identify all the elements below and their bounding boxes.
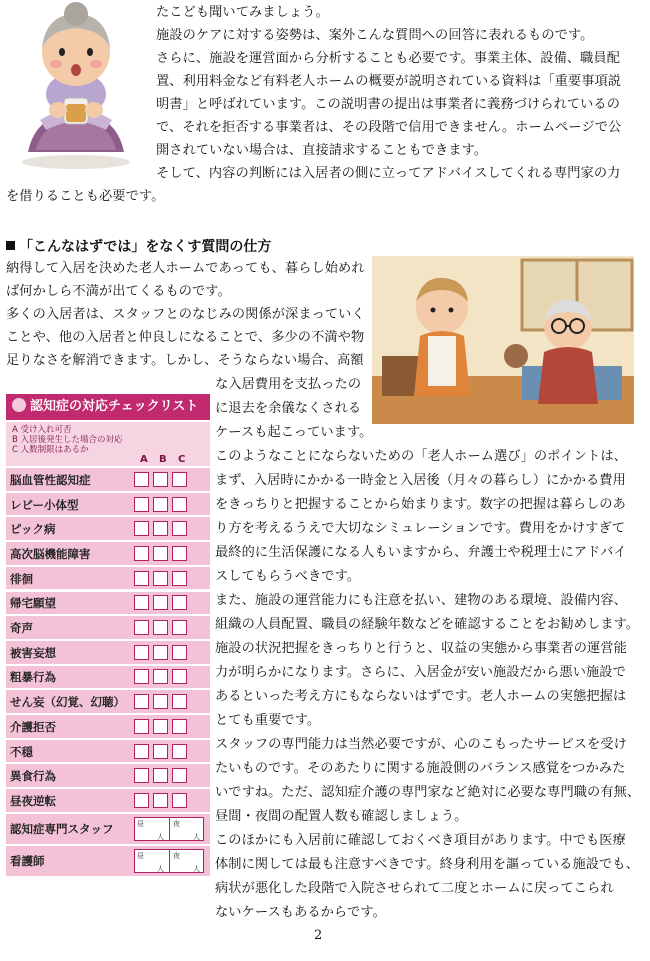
checkbox-b[interactable] [153,497,168,512]
text-line: 力が明らかになります。さらに、入居金が安い施設だから悪い施設で [215,665,626,680]
text-line: に退去を余儀なくされる [215,401,362,416]
checkbox-c[interactable] [172,620,187,635]
person-label: 人 [157,832,164,841]
day-night-count-box[interactable] [134,849,204,873]
checklist-row [6,493,210,516]
night-label: 夜 [173,819,180,828]
checkbox-a[interactable] [134,793,149,808]
text-line: 病状が悪化した段階で入院させられて二度とホームに戻ってこられ [215,881,614,896]
checkbox-a[interactable] [134,620,149,635]
checkbox-a[interactable] [134,546,149,561]
checkbox-c[interactable] [172,793,187,808]
box-divider [169,818,170,840]
checkbox-c[interactable] [172,645,187,660]
checklist-item-label: 介護拒否 [10,719,56,734]
checklist-item-label: せん妄（幻覚、幻聴） [10,695,125,710]
checkbox-a[interactable] [134,472,149,487]
text-line: まず、入居時にかかる一時金と入居後（月々の暮らし）にかかる費用 [215,473,626,488]
text-line: 開されていない場合は、直接請求することもできます。 [156,143,488,158]
checklist-row [6,592,210,615]
checklist-row [6,542,210,565]
checkbox-c[interactable] [172,694,187,709]
checklist-row [6,764,210,787]
checklist-item-label: 高次脳機能障害 [10,546,91,561]
section-heading-text: 「こんなはずでは」をなくす質問の仕方 [19,239,272,255]
checkbox-b[interactable] [153,744,168,759]
checklist-row [6,740,210,763]
checkbox-a[interactable] [134,595,149,610]
checkbox-b[interactable] [153,472,168,487]
checkbox-b[interactable] [153,546,168,561]
checklist-item-label: 脳血管性認知症 [10,472,91,487]
dementia-checklist [6,394,210,888]
day-label: 昼 [137,819,144,828]
checklist-row [6,690,210,713]
text-line: 施設のケアに対する姿勢は、案外こんな質問への回答に表れるものです。 [156,28,594,43]
elderly-couple-room-illustration [372,256,634,424]
text-line: いですね。ただ、認知症介護の専門家など絶対に必要な専門職の有無、 [215,785,641,800]
column-header: A [140,454,148,465]
text-line: 納得して入居を決めた老人ホームであっても、暮らし始めれ [6,261,365,276]
checkbox-b[interactable] [153,645,168,660]
text-line: そして、内容の判断には入居者の側に立ってアドバイスしてくれる専門家の力 [156,166,621,181]
checklist-row [6,616,210,639]
text-line: り方を考えるうえで大切なシミュレーションです。費用をかけすぎて [215,521,626,536]
checklist-row [6,567,210,590]
legend-item: B 入居後発生した場合の対応 [12,435,123,445]
checkbox-c[interactable] [172,768,187,783]
checkbox-a[interactable] [134,645,149,660]
person-label: 人 [157,864,164,873]
checklist-row [6,468,210,491]
checkbox-b[interactable] [153,669,168,684]
checkbox-c[interactable] [172,744,187,759]
text-line: 組織の人員配置、職員の経験年数などを確認することをお勧めします。 [215,617,640,632]
checklist-item-label: 異食行為 [10,769,56,784]
checklist-header [6,394,210,420]
checkbox-a[interactable] [134,744,149,759]
checklist-row [6,666,210,689]
checklist-title: 認知症の対応チェックリスト [30,399,199,414]
text-line: このほかにも入居前に確認しておくべき項目があります。中でも医療 [215,833,626,848]
checkbox-a[interactable] [134,571,149,586]
checkbox-b[interactable] [153,793,168,808]
text-line: 多くの入居者は、スタッフとのなじみの関係が深まっていく [6,307,365,322]
text-line: たこども聞いてみましょう。 [156,5,329,20]
checklist-item-label: 昼夜逆転 [10,793,56,808]
checkbox-b[interactable] [153,768,168,783]
text-line: スしてもらうべきです。 [215,569,361,584]
text-line: とても重要です。 [215,713,321,728]
page-number: 2 [314,928,323,943]
text-line: このようなことにならないための「老人ホーム選び」のポイントは、 [215,449,627,464]
checkbox-a[interactable] [134,669,149,684]
circle-bullet-icon [12,398,26,412]
text-line: で、それを拒否する事業者は、その段階で信用できません。ホームページで公 [156,120,622,135]
box-divider [169,850,170,872]
checklist-item-label: ピック病 [10,522,56,537]
checklist-item-label: レビー小体型 [10,497,79,512]
staff-item-label: 看護師 [10,853,45,868]
checkbox-c[interactable] [172,669,187,684]
column-header: B [159,454,167,465]
checkbox-a[interactable] [134,694,149,709]
text-line: 体制に関しては最も注意すべきです。終身利用を謳っている施設でも、 [215,857,639,872]
text-line: 施設の状況把握をきっちりと行うと、収益の実態から事業者の運営能 [215,641,627,656]
text-line: たいものです。そのあたりに関する施設側のバランス感覚をつかみた [215,761,626,776]
checklist-item-label: 奇声 [10,621,33,636]
checklist-item-label: 不穏 [10,744,33,759]
checkbox-c[interactable] [172,497,187,512]
text-line: あるといった考え方にもならないはずです。老人ホームの実態把握は [215,689,627,704]
text-line: さらに、施設を運営面から分析することも必要です。事業主体、設備、職員配 [156,51,621,66]
text-line: ケースも起こっています。 [215,425,373,440]
column-header: C [178,454,186,465]
checklist-row [6,789,210,812]
checklist-item-label: 粗暴行為 [10,670,56,685]
checkbox-b[interactable] [153,571,168,586]
text-line: 置、利用料金など有料老人ホームの概要が説明されている資料は「重要事項説 [156,74,622,89]
checkbox-c[interactable] [172,719,187,734]
checkbox-b[interactable] [153,595,168,610]
checkbox-c[interactable] [172,571,187,586]
text-line: を借りることも必要です。 [6,189,165,204]
checkbox-c[interactable] [172,546,187,561]
checkbox-a[interactable] [134,497,149,512]
person-label: 人 [193,864,200,873]
checkbox-b[interactable] [153,521,168,536]
staff-row [6,846,210,876]
day-night-count-box[interactable] [134,817,204,841]
text-line: ことや、他の入居者と仲良しになることで、多少の不満や物 [6,330,365,345]
checklist-legend [6,422,210,466]
checkbox-b[interactable] [153,694,168,709]
legend-item: C 人数制限はあるか [12,445,89,455]
text-line: ないケースもあるからです。 [215,905,386,920]
text-line: 明書」と呼ばれています。この説明書の提出は事業者に義務づけられているの [156,97,621,112]
text-line: 足りなさを解消できます。しかし、そうならない場合、高額 [6,353,364,368]
text-line: スタッフの専門能力は当然必要ですが、心のこもったサービスを受け [215,737,627,752]
section-heading [6,236,271,256]
person-label: 人 [193,832,200,841]
checklist-item-label: 被害妄想 [10,645,56,660]
checkbox-b[interactable] [153,719,168,734]
checklist-row [6,715,210,738]
checkbox-c[interactable] [172,521,187,536]
checklist-item-label: 帰宅願望 [10,596,56,611]
text-line: をきっちりと把握することから始まります。数字の把握は暮らしのあ [215,497,626,512]
text-line: 昼間・夜間の配置人数も確認しましょう。 [215,809,468,824]
text-line: また、施設の運営能力にも注意を払い、建物のある環境、設備内容、 [215,593,627,608]
checkbox-b[interactable] [153,620,168,635]
staff-item-label: 認知症専門スタッフ [10,821,114,836]
grandmother-figurine-illustration [6,2,146,170]
legend-item: A 受け入れ可否 [12,425,72,435]
checkbox-c[interactable] [172,595,187,610]
day-label: 昼 [137,851,144,860]
checklist-row [6,641,210,664]
checkbox-a[interactable] [134,719,149,734]
text-line: な入居費用を支払ったの [215,377,362,392]
text-line: 最終的に生活保護になる人もいますから、弁護士や税理士にアドバイ [215,545,627,560]
checkbox-a[interactable] [134,521,149,536]
text-line: ば何かしら不満が出てくるものです。 [6,284,231,299]
staff-row [6,814,210,844]
square-bullet-icon [6,241,15,250]
checklist-item-label: 徘徊 [10,571,33,586]
checkbox-c[interactable] [172,472,187,487]
night-label: 夜 [173,851,180,860]
checklist-row [6,517,210,540]
checkbox-a[interactable] [134,768,149,783]
